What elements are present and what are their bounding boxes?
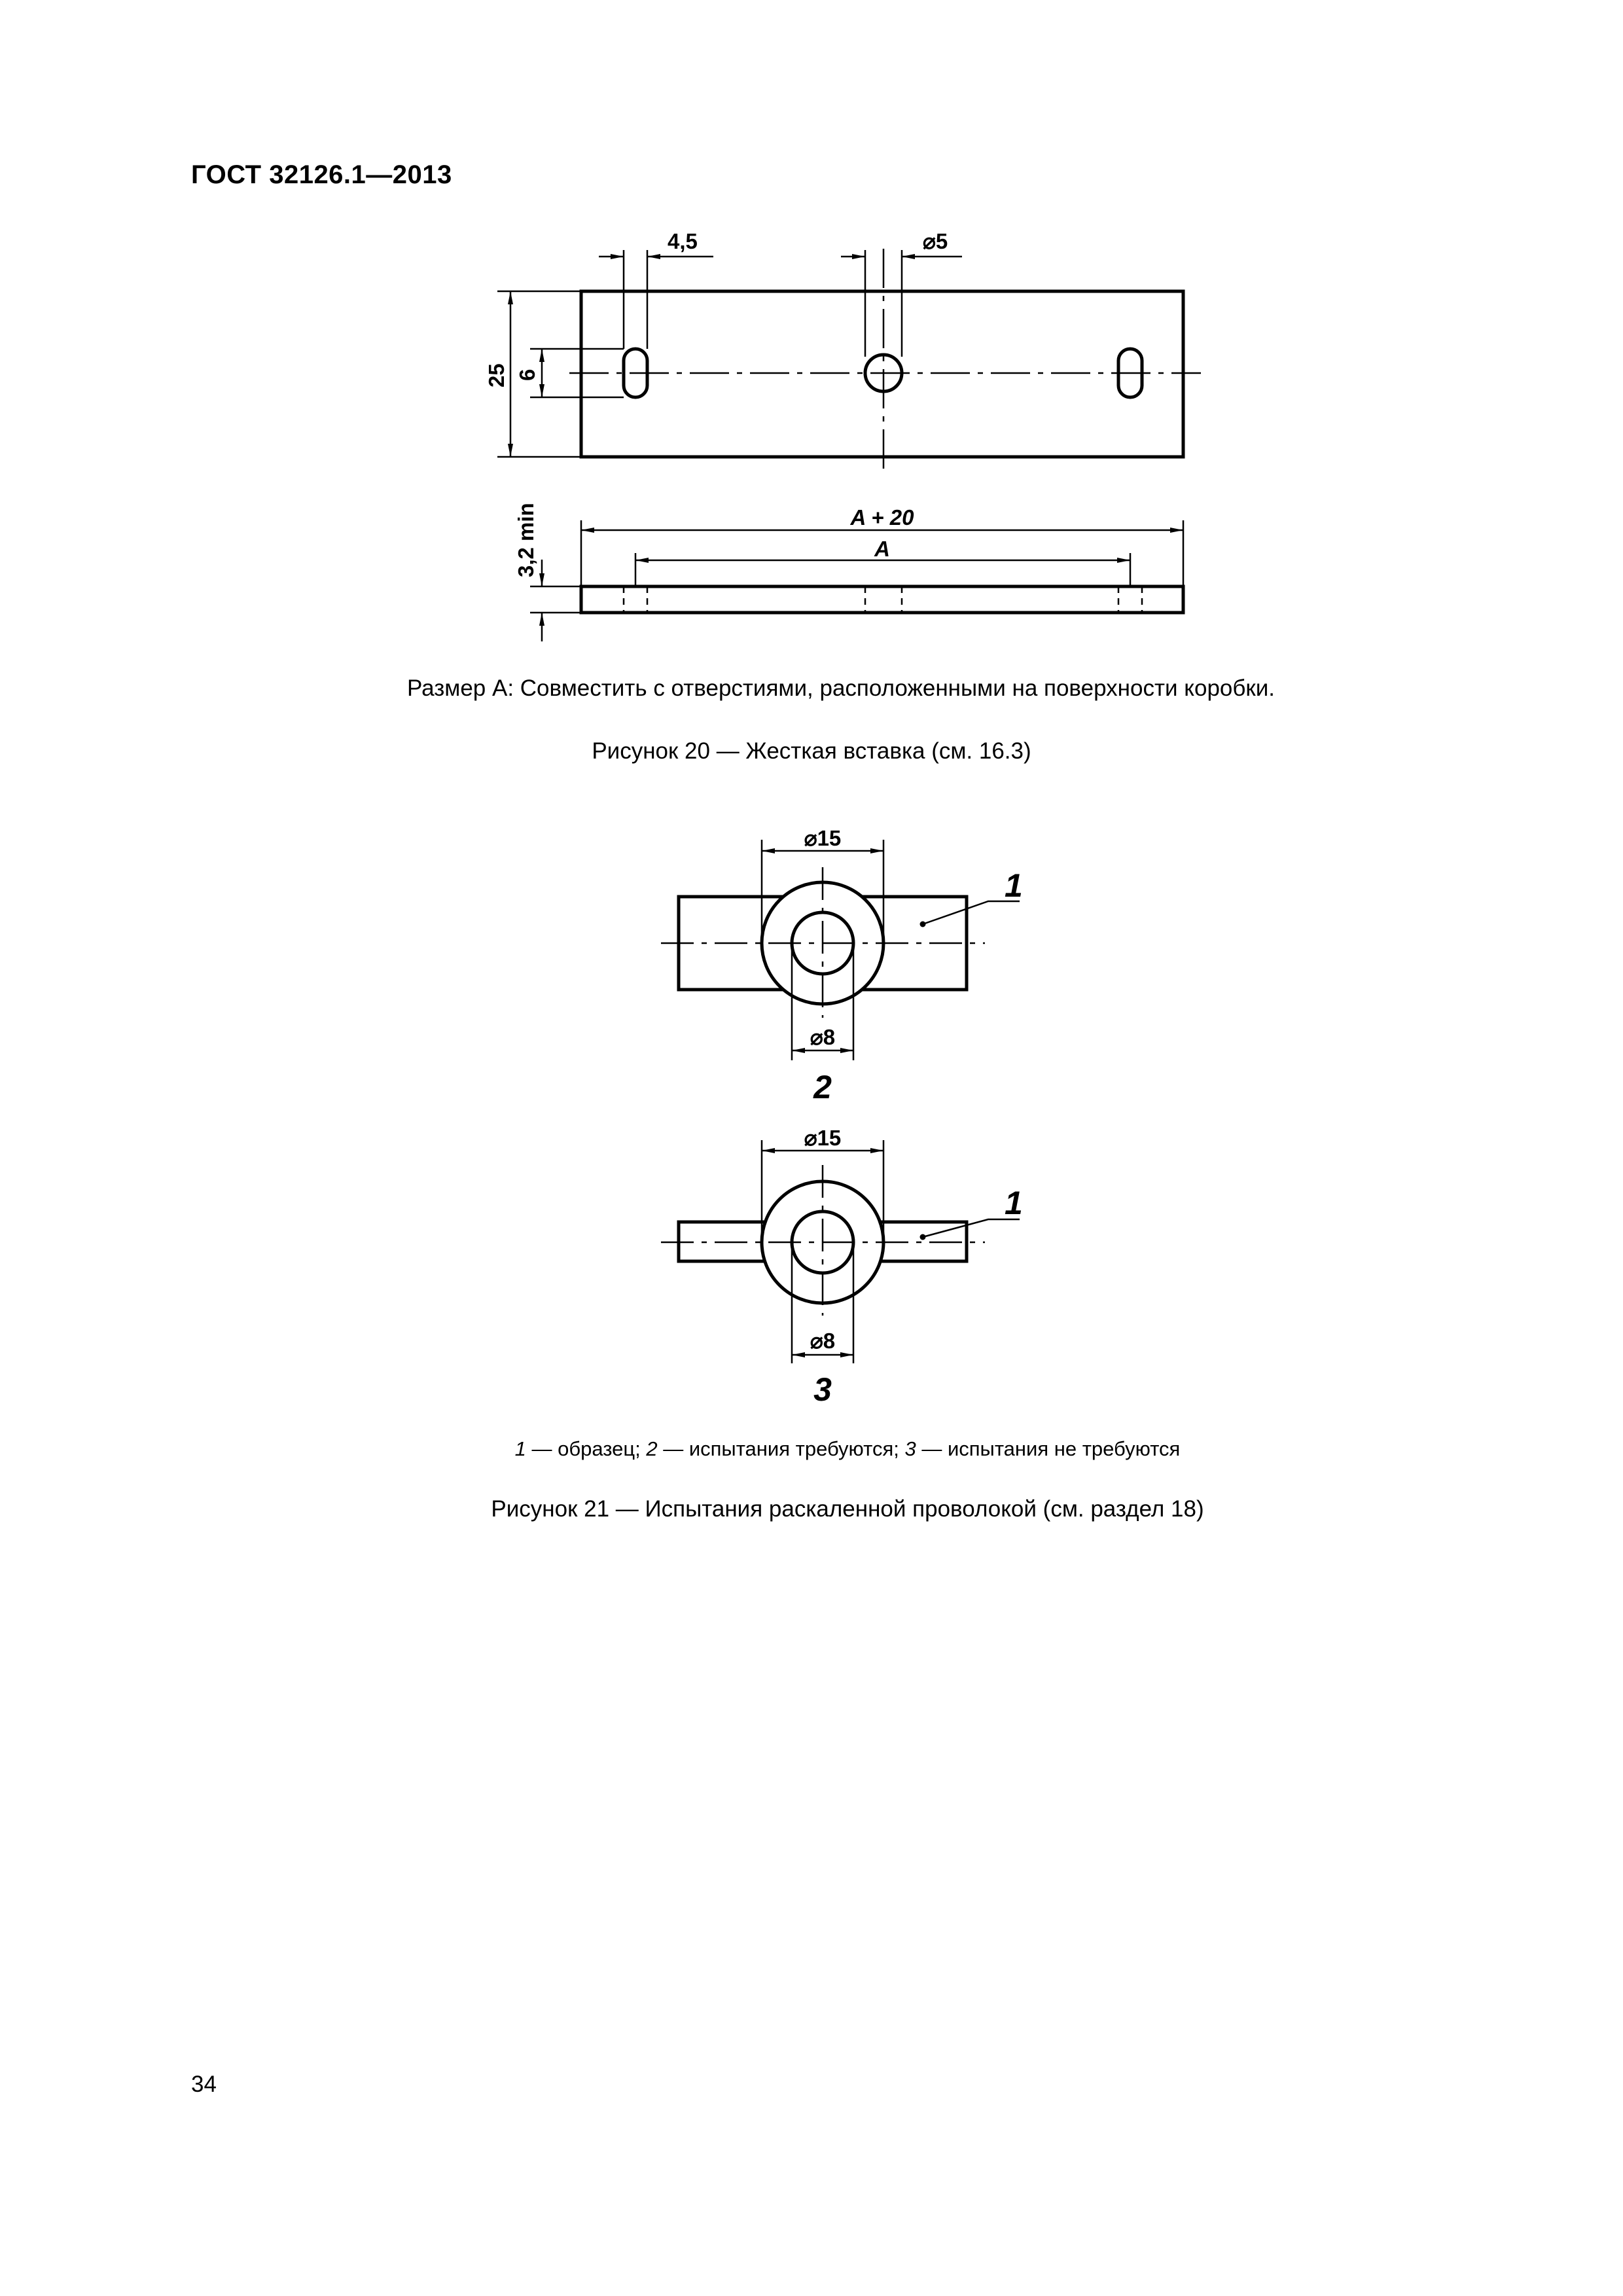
callout-specimen-view-3: 1 bbox=[1005, 1185, 1023, 1221]
dim-slot-width: 4,5 bbox=[668, 229, 698, 253]
legend-item-2-number: 2 bbox=[646, 1437, 658, 1460]
dim-hole-spacing: A bbox=[874, 537, 890, 561]
plate-top-view bbox=[581, 291, 1183, 457]
dim-inner-diameter-view-2: ⌀8 bbox=[810, 1025, 836, 1049]
figure-21-view-3 bbox=[661, 1140, 1020, 1363]
figure-21-caption: Рисунок 21 — Испытания раскаленной проволокой (см. раздел 18) bbox=[491, 1496, 1204, 1522]
dim-overall-length: A + 20 bbox=[850, 505, 914, 529]
view-label-3: 3 bbox=[813, 1371, 832, 1408]
legend-item-3-text: — испытания не требуются bbox=[916, 1437, 1181, 1460]
dim-outer-diameter-view-3: ⌀15 bbox=[804, 1126, 842, 1150]
figure-20-drawing bbox=[497, 249, 1201, 641]
callout-specimen-view-2: 1 bbox=[1005, 867, 1023, 904]
page-header: ГОСТ 32126.1—2013 bbox=[191, 160, 452, 189]
figure-21-view-2 bbox=[661, 840, 1020, 1060]
dim-outer-diameter-view-2: ⌀15 bbox=[804, 826, 842, 850]
figure-20-note: Размер А: Совместить с отверстиями, расположенными на поверхности коробки. bbox=[406, 675, 1275, 701]
legend-item-3-number: 3 bbox=[904, 1437, 916, 1460]
figure-21-legend bbox=[36, 1437, 1623, 1461]
legend-item-1-number: 1 bbox=[514, 1437, 526, 1460]
legend-item-2-text: — испытания требуются; bbox=[657, 1437, 905, 1460]
dim-thickness: 3,2 min bbox=[514, 503, 538, 577]
view-label-2: 2 bbox=[813, 1069, 832, 1105]
dim-plate-height: 25 bbox=[484, 363, 508, 387]
plate-side-view bbox=[581, 586, 1183, 613]
dim-inner-diameter-view-3: ⌀8 bbox=[810, 1329, 836, 1353]
page-number: 34 bbox=[191, 2072, 217, 2097]
legend-item-1-text: — образец; bbox=[526, 1437, 647, 1460]
dim-slot-length: 6 bbox=[515, 368, 539, 381]
dim-hole-diameter: ⌀5 bbox=[923, 229, 948, 253]
figure-20-caption: Рисунок 20 — Жесткая вставка (см. 16.3) bbox=[592, 738, 1031, 764]
